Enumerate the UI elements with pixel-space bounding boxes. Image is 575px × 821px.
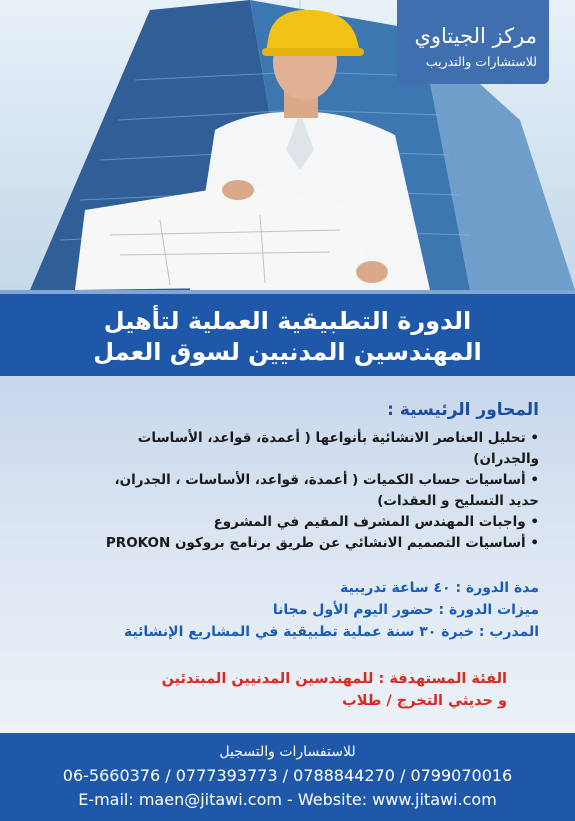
course-title-band	[0, 290, 575, 376]
contact-email-website[interactable]: E-mail: maen@jitawi.com - Website: www.jitawi.com	[78, 790, 497, 809]
list-item: • أساسيات التصميم الانشائي عن طريق برنامج بروكون PROKON	[105, 535, 539, 551]
main-axes-title: المحاور الرئيسية :	[387, 400, 539, 420]
main-axes-list	[30, 428, 539, 554]
list-item: والجدران)	[473, 451, 539, 467]
brand-logo	[397, 0, 549, 84]
contact-phones[interactable]: 06-5660376 / 0777393773 / 0788844270 / 0799070016	[62, 766, 513, 785]
brand-tagline: للاستشارات والتدريب	[425, 54, 537, 69]
brand-name: مركز الجيتاوي	[414, 24, 537, 48]
contact-footer	[0, 733, 575, 821]
target-audience-line2: و حديثي التخرج / طلاب	[342, 693, 507, 709]
course-title-line1: الدورة التطبيقية العملية لتأهيل	[103, 307, 472, 335]
target-audience-line1: الفئة المستهدفة : للمهندسين المدنيين المبتدئين	[161, 671, 507, 687]
course-title-line2: المهندسين المدنيين لسوق العمل	[93, 338, 482, 366]
hero-photo	[0, 0, 575, 290]
course-duration: مدة الدورة : ٤٠ ساعة تدريبية	[340, 580, 539, 596]
course-trainer: المدرب : خبرة ٣٠ سنة عملية تطبيقية في المشاريع الإنشائية	[123, 624, 539, 640]
list-item: • تحليل العناصر الانشائية بأنواعها ( أعمدة، قواعد، الأساسات	[137, 430, 539, 446]
contact-title: للاستفسارات والتسجيل	[219, 744, 356, 760]
course-content	[0, 376, 575, 733]
course-features: ميزات الدورة : حضور اليوم الأول مجانا	[272, 602, 539, 618]
list-item: حديد التسليح و العقدات)	[377, 493, 539, 509]
list-item: • أساسيات حساب الكميات ( أعمدة، قواعد، الأساسات ، الجدران،	[114, 472, 539, 488]
list-item: • واجبات المهندس المشرف المقيم في المشروع	[213, 514, 539, 530]
